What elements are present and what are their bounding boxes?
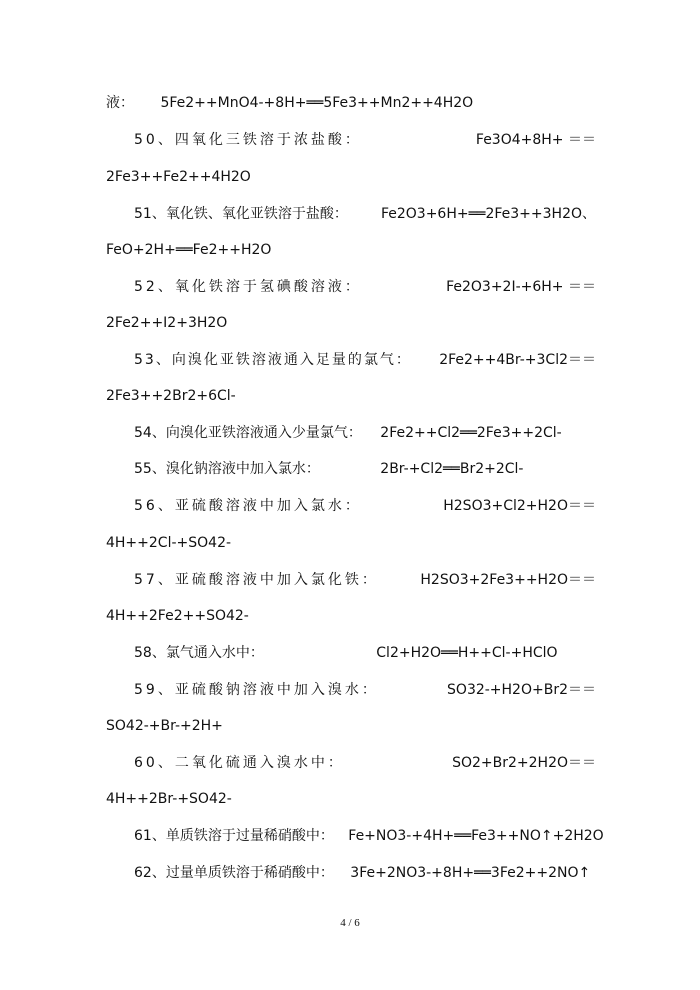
item-57 <box>134 571 596 589</box>
item-56-continuation <box>106 534 596 552</box>
item-59 <box>134 681 596 699</box>
item-label: 62、过量单质铁溶于稀硝酸中： <box>134 865 334 881</box>
equation: H2SO3+Cl2+H2O＝＝ <box>443 498 596 514</box>
equation: H2SO3+2Fe3++H2O＝＝ <box>420 572 596 588</box>
item-53-continuation <box>106 387 596 405</box>
item-60-continuation <box>106 790 596 808</box>
equation: Fe2O3+2I-+6H+ ＝＝ <box>446 279 596 295</box>
item-52 <box>134 278 596 296</box>
item-50 <box>134 131 596 149</box>
page-number: 4 / 6 <box>340 917 360 929</box>
item-51-continuation <box>106 241 596 259</box>
equation: Fe2O3+6H+══2Fe3++3H2O、 <box>380 206 596 222</box>
item-label: 52、氧化铁溶于氢碘酸溶液： <box>134 279 362 295</box>
item-54 <box>134 424 596 442</box>
item-51 <box>134 205 596 223</box>
item-label: 56、亚硫酸溶液中加入氯水： <box>134 498 362 514</box>
equation-continuation: 4H++2Fe2++SO42- <box>106 608 249 624</box>
equation: Fe+NO3-+4H+══Fe3++NO↑+2H2O <box>348 828 604 844</box>
item-61 <box>134 827 604 845</box>
equation: 5Fe2++MnO4-+8H+══5Fe3++Mn2++4H2O <box>160 95 474 111</box>
item-label: 55、溴化钠溶液中加入氯水： <box>134 461 320 477</box>
equation-continuation: 4H++2Cl-+SO42- <box>106 535 232 551</box>
item-label: 61、单质铁溶于过量稀硝酸中： <box>134 828 334 844</box>
item-label: 59、亚硫酸钠溶液中加入溴水： <box>134 682 379 698</box>
item-56 <box>134 497 596 515</box>
equation: 2Br-+Cl2══Br2+2Cl- <box>380 461 524 477</box>
item-52-continuation <box>106 314 596 332</box>
line-49-continuation <box>106 94 596 112</box>
equation: SO2+Br2+2H2O＝＝ <box>452 755 596 771</box>
equation: SO32-+H2O+Br2＝＝ <box>447 682 596 698</box>
item-60 <box>134 754 596 772</box>
equation-continuation: SO42-+Br-+2H+ <box>106 718 223 734</box>
equation-continuation: 2Fe3++2Br2+6Cl- <box>106 388 236 404</box>
equation: Cl2+H2O══H++Cl-+HClO <box>376 645 558 661</box>
item-label: 57、亚硫酸溶液中加入氯化铁： <box>134 572 379 588</box>
equation: 3Fe+2NO3-+8H+══3Fe2++2NO↑ <box>350 865 591 881</box>
item-label: 60、二氧化硫通入溴水中： <box>134 755 345 771</box>
line-lead: 液： <box>106 95 134 111</box>
item-label: 54、向溴化亚铁溶液通入少量氯气： <box>134 425 362 441</box>
equation-continuation: 4H++2Br-+SO42- <box>106 791 232 807</box>
equation: 2Fe2++4Br-+3Cl2＝＝ <box>439 352 596 368</box>
equation-continuation: 2Fe3++Fe2++4H2O <box>106 169 251 185</box>
item-59-continuation <box>106 717 596 735</box>
item-label: 53、向溴化亚铁溶液通入足量的氯气： <box>134 352 412 368</box>
item-label: 58、氯气通入水中： <box>134 645 264 661</box>
item-58 <box>134 644 596 662</box>
equation: 2Fe2++Cl2══2Fe3++2Cl- <box>380 425 562 441</box>
equation-continuation: FeO+2H+══Fe2++H2O <box>106 242 272 258</box>
item-label: 50、四氧化三铁溶于浓盐酸： <box>134 132 362 148</box>
item-50-continuation <box>106 168 596 186</box>
item-53 <box>134 351 596 369</box>
equation: Fe3O4+8H+ ＝＝ <box>475 132 596 148</box>
item-55 <box>134 460 596 478</box>
item-57-continuation <box>106 607 596 625</box>
item-label: 51、氧化铁、氧化亚铁溶于盐酸： <box>134 206 348 222</box>
item-62 <box>134 864 596 882</box>
equation-continuation: 2Fe2++I2+3H2O <box>106 315 228 331</box>
